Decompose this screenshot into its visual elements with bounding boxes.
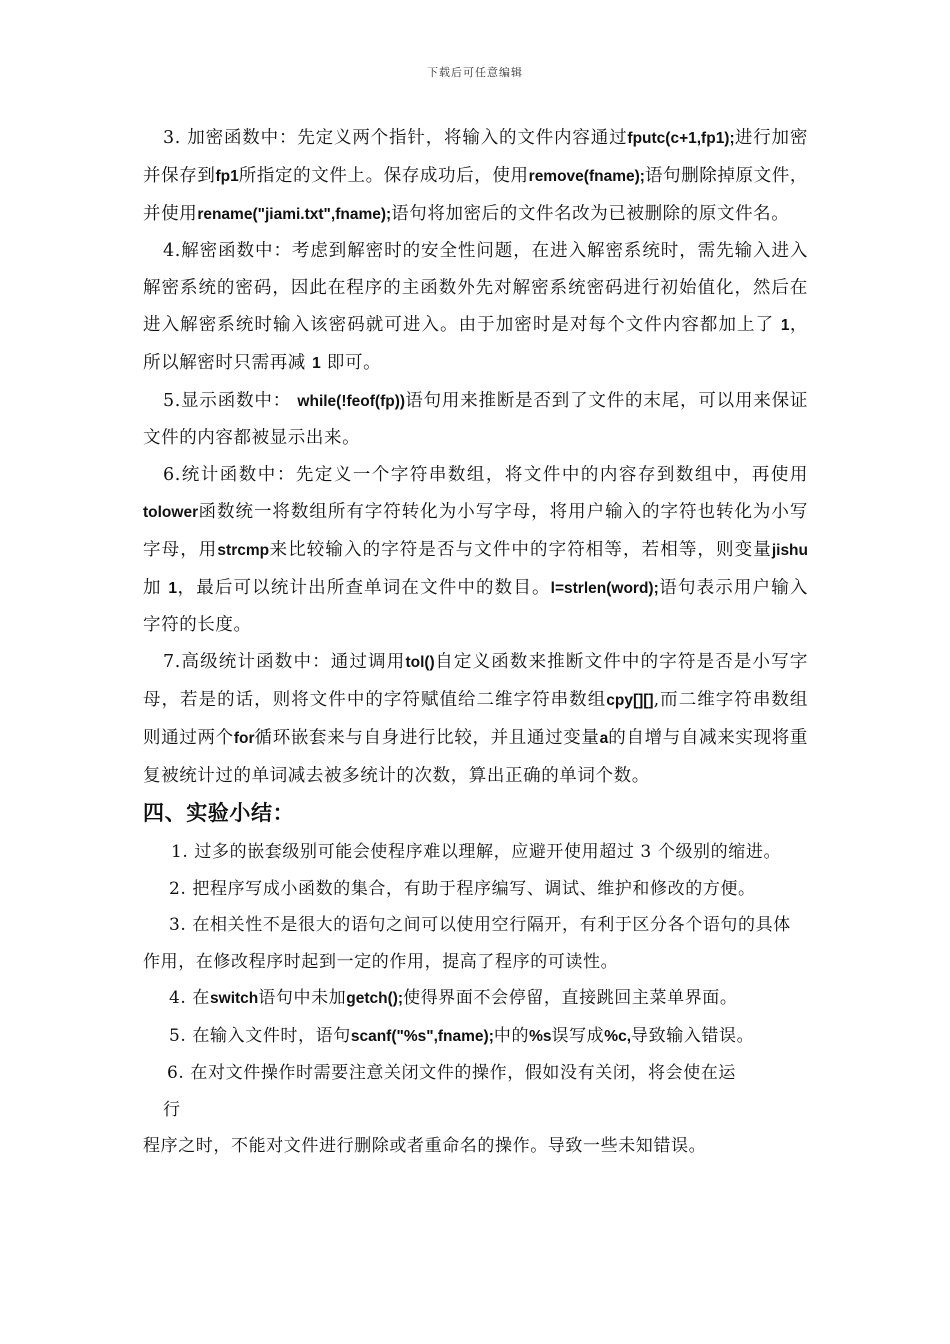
text: ，所以解密时只需再减 bbox=[143, 314, 809, 373]
code-strcmp: strcmp bbox=[217, 541, 270, 559]
code-tol: tol() bbox=[405, 654, 435, 672]
summary-item-2: 2. 把程序写成小函数的集合，有助于程序编写、调试、维护和修改的方便。 bbox=[169, 878, 756, 899]
text: 进行加密并保存到 bbox=[143, 128, 808, 186]
code-fp1: fp1 bbox=[215, 167, 239, 185]
code-for: for bbox=[233, 729, 255, 747]
code-jishu: jishu bbox=[771, 541, 808, 559]
code-tolower: tolower bbox=[143, 503, 199, 521]
code-one: 1 bbox=[312, 354, 321, 372]
text: 自定义函数来推断文件中的字符是否是小写字母，若是的话，则将文件中的字符赋值给二维字符串数组 bbox=[143, 652, 808, 710]
text: ，最后可以统计出所查单词在文件中的数目。 bbox=[177, 577, 551, 598]
text: 3. 加密函数中：先定义两个指针，将输入的文件内容通过 bbox=[163, 128, 628, 148]
paragraph-encrypt-function bbox=[143, 120, 808, 233]
document-body bbox=[143, 120, 808, 1165]
text: 中的 bbox=[493, 1025, 530, 1046]
code-cpy: cpy[][] bbox=[606, 691, 654, 709]
paragraph-decrypt-function bbox=[143, 233, 808, 382]
text: 循环嵌套来与自身进行比较，并且通过变量 bbox=[254, 727, 600, 748]
paragraph-advanced-count-function bbox=[143, 644, 808, 794]
code-fputc: fputc(c+1,fp1); bbox=[627, 130, 735, 147]
text: 加 bbox=[143, 577, 162, 598]
summary-item-6-continued: 程序之时，不能对文件进行删除或者重命名的操作。导致一些未知错误。 bbox=[143, 1136, 707, 1157]
code-getch: getch(); bbox=[346, 990, 404, 1008]
text: 即可。 bbox=[326, 352, 382, 373]
text: 导致输入错误。 bbox=[631, 1025, 755, 1046]
text: 语句删除掉原文件，并使用 bbox=[143, 165, 809, 224]
text: 函数统一将数组所有字符转化为小写字母，将用户输入的字符也转化为小写字母，用 bbox=[143, 501, 808, 560]
text: 4. 在 bbox=[169, 988, 211, 1009]
summary-item-6: 6. 在对文件操作时需要注意关闭文件的操作，假如没有关闭，将会使在运 bbox=[167, 1063, 737, 1084]
code-switch: switch bbox=[210, 990, 259, 1008]
summary-item-1: 1. 过多的嵌套级别可能会使程序难以理解，应避开使用超过 3 个级别的缩进。 bbox=[171, 842, 782, 863]
summary-item-6-wrap: 行 bbox=[163, 1099, 181, 1120]
text: 误写成 bbox=[551, 1025, 605, 1046]
summary-item-5 bbox=[143, 1018, 808, 1056]
code-scanf: scanf("%s",fname); bbox=[350, 1027, 494, 1045]
summary-item-3: 3. 在相关性不是很大的语句之间可以使用空行隔开，有利于区分各个语句的具体作用，在修改程序时起到一定的作用，提高了程序的可读性。 bbox=[143, 915, 791, 972]
text: 语句用来推断是否到了文件的末尾，可以用来保证文件的内容都被显示出来。 bbox=[143, 390, 809, 449]
code-percent-c: %c, bbox=[604, 1027, 632, 1045]
section-heading: 四、实验小结： bbox=[143, 802, 295, 826]
text: 7.高级统计函数中：通过调用 bbox=[163, 652, 406, 673]
text: 语句中未加 bbox=[258, 988, 347, 1009]
code-one: 1 bbox=[168, 579, 177, 597]
page-header: 下载后可任意编辑 bbox=[427, 66, 523, 79]
paragraph-count-function bbox=[143, 457, 808, 644]
summary-item-4 bbox=[143, 980, 808, 1018]
text: 来比较输入的字符是否与文件中的字符相等，若相等，则变量 bbox=[269, 539, 772, 560]
text: 语句表示用户输入字符的长度。 bbox=[143, 577, 808, 636]
code-one: 1 bbox=[780, 316, 790, 334]
code-a: a bbox=[599, 729, 609, 747]
text: 所指定的文件上。保存成功后，使用 bbox=[238, 165, 529, 186]
text: ,而二维字符串数组则通过两个 bbox=[143, 689, 808, 748]
text: 6.统计函数中：先定义一个字符串数组，将文件中的内容存到数组中，再使用 bbox=[163, 465, 808, 486]
code-while-feof: while(!feof(fp)) bbox=[297, 392, 406, 410]
code-remove: remove(fname); bbox=[528, 167, 645, 185]
text: 语句将加密后的文件名改为已被删除的原文件名。 bbox=[391, 203, 790, 224]
text: 使得界面不会停留，直接跳回主菜单界面。 bbox=[403, 988, 738, 1009]
code-strlen: l=strlen(word); bbox=[550, 579, 659, 597]
code-percent-s: %s bbox=[529, 1027, 552, 1045]
code-rename: rename("jiami.txt",fname); bbox=[197, 205, 392, 223]
paragraph-display-function bbox=[143, 383, 808, 458]
text: 4.解密函数中：考虑到解密时的安全性问题，在进入解密系统时，需先输入进入解密系统的密码，因此在程序的主函数外先对解密系统密码进行初始值化，然后在进入解密系统时输入该密码就可进入。由于加密时是对每个文件内容都加上了 bbox=[143, 241, 808, 335]
text: 5.显示函数中： bbox=[163, 390, 292, 411]
text: 的自增与自减来实现将重复被统计过的单词减去被多统计的次数，算出正确的单词个数。 bbox=[143, 727, 809, 786]
text: 5. 在输入文件时，语句 bbox=[169, 1025, 351, 1046]
